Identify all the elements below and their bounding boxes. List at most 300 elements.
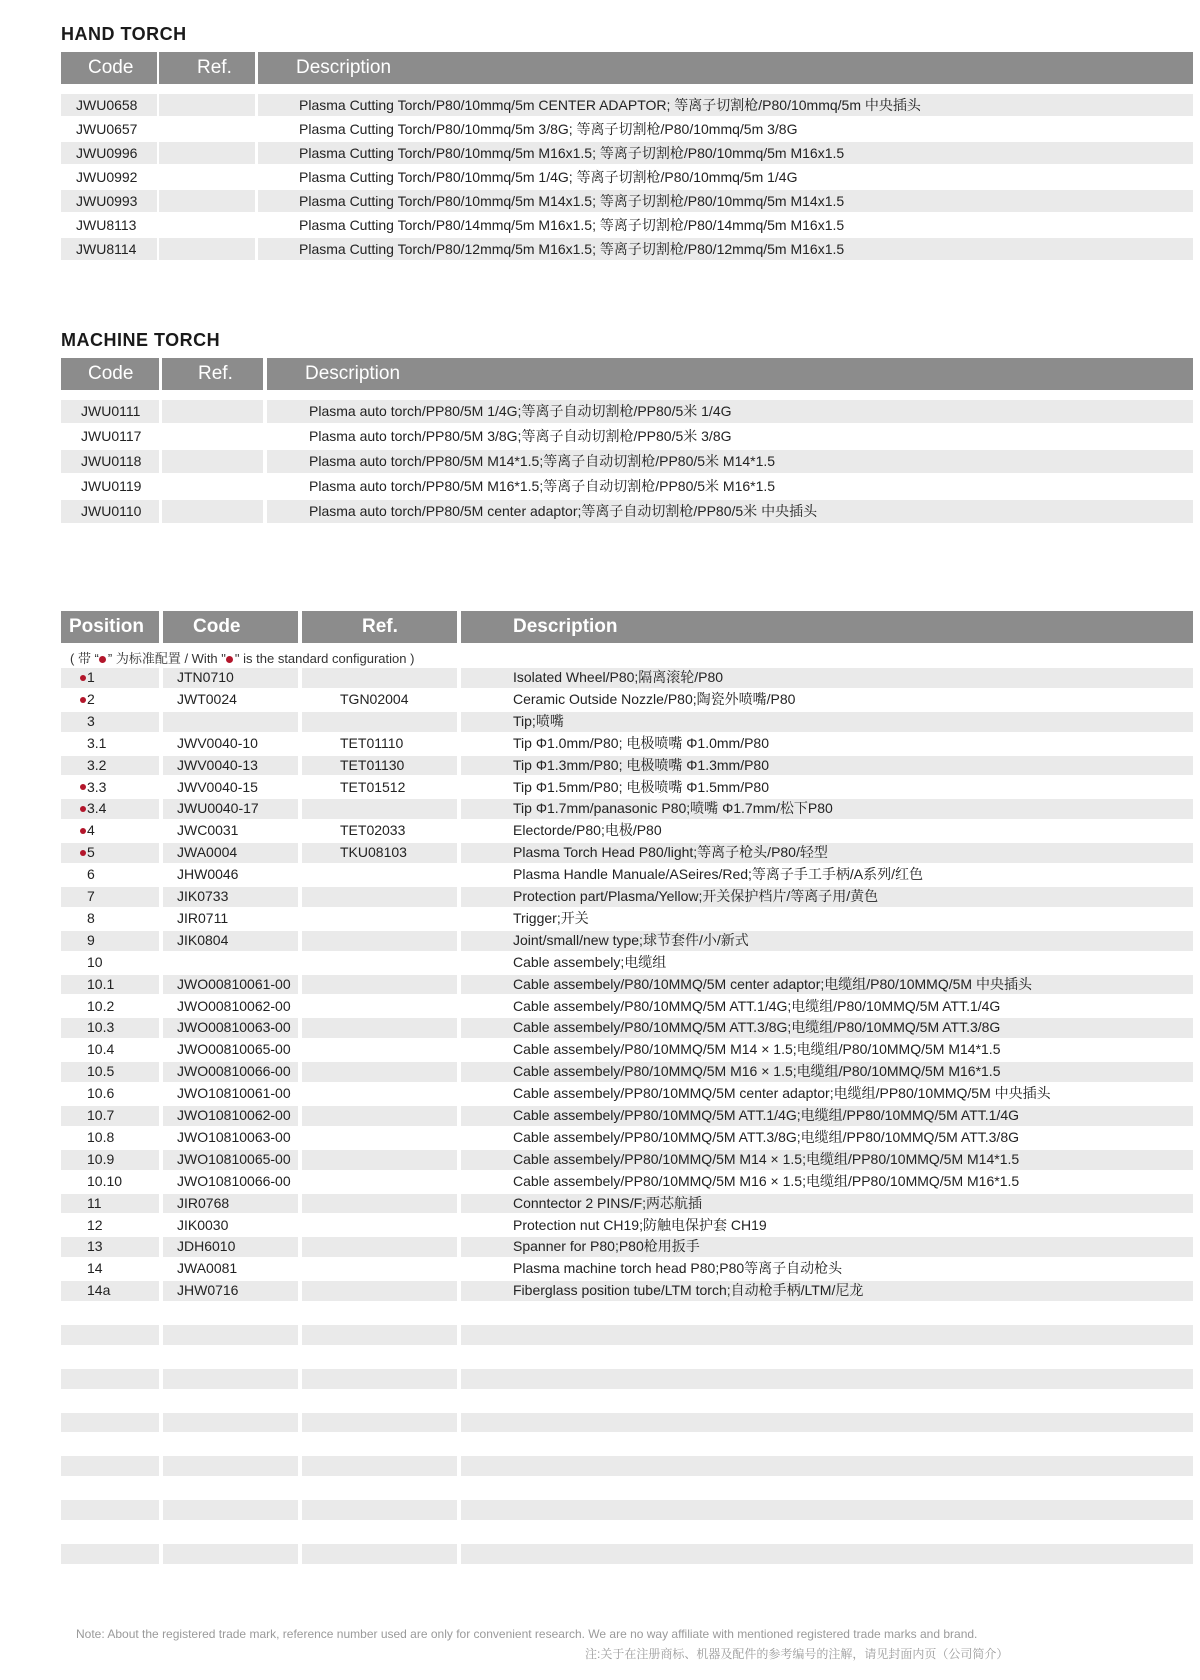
cell-description-text: Plasma machine torch head P80;P80等离子自动枪头 — [513, 1260, 843, 1277]
cell-description — [461, 953, 1193, 973]
cell-description-text: Electorde/P80;电极/P80 — [513, 822, 662, 839]
empty-cell — [61, 1456, 159, 1476]
cell-ref — [302, 734, 457, 754]
empty-cell — [163, 1522, 298, 1542]
cell-description-text: Plasma Cutting Torch/P80/10mmq/5m M16x1.5; 等离子切割枪/P80/10mmq/5m M16x1.5 — [299, 145, 845, 161]
cell-description — [461, 909, 1193, 929]
cell-code — [61, 94, 157, 116]
empty-cell — [302, 1456, 457, 1476]
cell-position-text: 12 — [87, 1216, 103, 1233]
empty-cell — [163, 1500, 298, 1520]
cell-code — [61, 214, 157, 236]
cell-description — [258, 190, 1193, 212]
cell-description — [258, 94, 1193, 116]
red-dot-icon — [226, 656, 233, 663]
cell-position-text: 13 — [87, 1238, 103, 1255]
empty-cell — [461, 1325, 1193, 1345]
empty-cell — [163, 1478, 298, 1498]
cell-description-text: Cable assembely/PP80/10MMQ/5M ATT.3/8G;电缆组/PP80/10MMQ/5M ATT.3/8G — [513, 1128, 1019, 1145]
machine-torch-header — [61, 358, 1193, 390]
table-row — [61, 1062, 1193, 1084]
table-row — [61, 1544, 1193, 1566]
cell-ref — [302, 799, 457, 819]
cell-ref — [159, 238, 255, 260]
table-row — [61, 190, 1193, 214]
header-position: Position — [61, 611, 159, 643]
cell-position-text: 3 — [87, 712, 95, 729]
cell-description-text: Conntector 2 PINS/F;两芯航插 — [513, 1194, 703, 1211]
cell-code-text: JWU0657 — [76, 121, 138, 137]
cell-code-text: JWO00810066-00 — [177, 1063, 291, 1080]
cell-position-text: 10.2 — [87, 997, 115, 1014]
cell-code-text: JTN0710 — [177, 669, 234, 685]
cell-description-text: Plasma Cutting Torch/P80/10mmq/5m CENTER ADAPTOR; 等离子切割枪/P80/10mmq/5m 中央插头 — [299, 97, 921, 113]
cell-position-text: 5 — [87, 844, 95, 861]
table-row — [61, 756, 1193, 778]
cell-ref — [302, 1040, 457, 1060]
cell-code-text: JHW0716 — [177, 1282, 239, 1299]
cell-ref — [302, 887, 457, 907]
empty-cell — [461, 1456, 1193, 1476]
hand-torch-header — [61, 52, 1193, 84]
cell-position-text: 14a — [87, 1282, 111, 1299]
cell-ref — [302, 931, 457, 951]
cell-code — [163, 1281, 298, 1301]
cell-code-text: JWU0658 — [76, 97, 138, 113]
cell-description — [461, 734, 1193, 754]
cell-ref — [302, 1172, 457, 1192]
table-row — [61, 909, 1193, 931]
table-row — [61, 166, 1193, 190]
table-row — [61, 1084, 1193, 1106]
empty-cell — [163, 1325, 298, 1345]
empty-cell — [61, 1325, 159, 1345]
cell-ref — [302, 953, 457, 973]
cell-code-text: JWU0117 — [81, 428, 142, 444]
cell-position-text: 10.4 — [87, 1041, 115, 1058]
cell-description-text: Tip Φ1.5mm/P80; 电极喷嘴 Φ1.5mm/P80 — [513, 778, 769, 795]
cell-position-text: 4 — [87, 822, 95, 839]
cell-code-text: JWC0031 — [177, 822, 239, 839]
header-code: Code — [61, 52, 157, 84]
cell-description — [267, 500, 1193, 523]
cell-code-text: JWO00810065-00 — [177, 1041, 291, 1058]
cell-position — [61, 1106, 159, 1126]
cell-ref — [302, 909, 457, 929]
cell-ref — [302, 1259, 457, 1279]
cell-position — [61, 1194, 159, 1214]
cell-position-text: 7 — [87, 888, 95, 904]
cell-ref — [302, 1062, 457, 1082]
cell-position — [61, 1128, 159, 1148]
cell-position-text: 9 — [87, 931, 95, 948]
cell-position — [61, 734, 159, 754]
cell-description — [267, 475, 1193, 498]
cell-position-text: 2 — [87, 690, 95, 707]
cell-position — [61, 997, 159, 1017]
cell-ref — [159, 214, 255, 236]
empty-cell — [302, 1347, 457, 1367]
cell-description-text: Isolated Wheel/P80;隔离滚轮/P80 — [513, 669, 724, 685]
cell-code-text: JWU0996 — [76, 145, 138, 161]
table-row — [61, 712, 1193, 734]
parts-header — [61, 611, 1193, 643]
cell-description-text: Cable assembely/P80/10MMQ/5M center adaptor;电缆组/P80/10MMQ/5M 中央插头 — [513, 975, 1032, 992]
empty-cell — [461, 1522, 1193, 1542]
cell-position — [61, 1172, 159, 1192]
cell-position — [61, 821, 159, 841]
cell-position-text: 10.10 — [87, 1172, 123, 1189]
cell-position — [61, 1018, 159, 1038]
cell-position — [61, 799, 159, 819]
empty-cell — [302, 1303, 457, 1323]
cell-description — [461, 668, 1193, 688]
empty-cell — [163, 1391, 298, 1411]
cell-code — [61, 142, 157, 164]
cell-code — [163, 1259, 298, 1279]
cell-code — [163, 668, 298, 688]
cell-description-text: Cable assembely/P80/10MMQ/5M ATT.1/4G;电缆组/P80/10MMQ/5M ATT.1/4G — [513, 997, 1001, 1014]
empty-cell — [61, 1500, 159, 1520]
cell-code-text: JWU0119 — [81, 478, 142, 494]
hand-torch-title: HAND TORCH — [61, 24, 187, 44]
header-description: Description — [267, 358, 1193, 390]
cell-code-text: JWO00810063-00 — [177, 1019, 291, 1036]
table-row — [61, 94, 1193, 118]
cell-code — [163, 1237, 298, 1257]
cell-description-text: Ceramic Outside Nozzle/P80;陶瓷外喷嘴/P80 — [513, 690, 796, 707]
empty-cell — [61, 1347, 159, 1367]
cell-code-text: JWV0040-13 — [177, 756, 258, 773]
table-row — [61, 1522, 1193, 1544]
table-row — [61, 1237, 1193, 1259]
cell-ref — [302, 1106, 457, 1126]
cell-ref — [162, 400, 263, 423]
cell-ref — [162, 500, 263, 523]
cell-position — [61, 843, 159, 863]
cell-code-text: JWO10810061-00 — [177, 1085, 291, 1102]
empty-cell — [61, 1391, 159, 1411]
cell-description — [267, 425, 1193, 448]
cell-code — [163, 887, 298, 907]
cell-description-text: Tip;喷嘴 — [513, 712, 564, 729]
cell-description — [461, 821, 1193, 841]
cell-description-text: Cable assembely/PP80/10MMQ/5M ATT.1/4G;电缆组/PP80/10MMQ/5M ATT.1/4G — [513, 1107, 1019, 1123]
cell-ref — [302, 865, 457, 885]
cell-position-text: 3.4 — [87, 800, 107, 817]
cell-code — [163, 712, 298, 732]
cell-code-text: JWU0118 — [81, 453, 142, 469]
empty-cell — [61, 1369, 159, 1389]
cell-code — [163, 756, 298, 776]
cell-code-text: JWO10810062-00 — [177, 1107, 291, 1123]
cell-code — [61, 166, 157, 188]
standard-dot-icon — [80, 806, 86, 812]
standard-dot-icon — [80, 675, 86, 681]
header-description: Description — [258, 52, 1193, 84]
empty-cell — [163, 1435, 298, 1455]
empty-cell — [461, 1303, 1193, 1323]
cell-position-text: 14 — [87, 1260, 103, 1277]
cell-ref — [302, 756, 457, 776]
cell-code — [163, 1062, 298, 1082]
table-row — [61, 1172, 1193, 1194]
empty-cell — [302, 1391, 457, 1411]
cell-code — [163, 690, 298, 710]
machine-torch-rows — [61, 400, 1193, 525]
cell-ref — [302, 1194, 457, 1214]
table-row — [61, 865, 1193, 887]
cell-description — [461, 1237, 1193, 1257]
cell-ref — [302, 1150, 457, 1170]
cell-description-text: Protection nut CH19;防触电保护套 CH19 — [513, 1216, 767, 1233]
cell-description-text: Plasma auto torch/PP80/5M center adaptor;等离子自动切割枪/PP80/5米 中央插头 — [309, 503, 818, 519]
table-row — [61, 1194, 1193, 1216]
cell-code-text: JWO10810063-00 — [177, 1128, 291, 1145]
cell-code — [61, 118, 157, 140]
cell-description-text: Plasma auto torch/PP80/5M M16*1.5;等离子自动切割枪/PP80/5米 M16*1.5 — [309, 478, 776, 494]
table-row — [61, 1456, 1193, 1478]
table-row — [61, 118, 1193, 142]
cell-code — [163, 997, 298, 1017]
table-row — [61, 1478, 1193, 1500]
footer-note-cn: 注:关于在注册商标、机器及配件的参考编号的注解，请见封面内页（公司简介） — [585, 1647, 1009, 1661]
cell-description-text: Plasma Cutting Torch/P80/10mmq/5m 3/8G; 等离子切割枪/P80/10mmq/5m 3/8G — [299, 121, 798, 137]
cell-code-text: JWO10810065-00 — [177, 1150, 291, 1167]
cell-description — [461, 1194, 1193, 1214]
cell-position — [61, 756, 159, 776]
table-row — [61, 734, 1193, 756]
table-row — [61, 843, 1193, 865]
table-row — [61, 1259, 1193, 1281]
cell-position — [61, 1150, 159, 1170]
machine-torch-title: MACHINE TORCH — [61, 330, 221, 350]
empty-cell — [302, 1522, 457, 1542]
cell-position — [61, 931, 159, 951]
cell-code-text: JWU0110 — [81, 503, 142, 519]
cell-ref — [302, 1084, 457, 1104]
cell-description — [258, 142, 1193, 164]
standard-dot-icon — [80, 697, 86, 703]
cell-ref — [302, 668, 457, 688]
cell-code — [163, 1194, 298, 1214]
cell-code — [163, 1150, 298, 1170]
cell-description-text: Cable assembely;电缆组 — [513, 953, 667, 970]
cell-code-text: JWO00810062-00 — [177, 997, 291, 1014]
cell-position — [61, 1040, 159, 1060]
cell-position — [61, 690, 159, 710]
cell-ref-text: TET01130 — [340, 756, 405, 773]
cell-code-text: JIK0733 — [177, 888, 229, 904]
cell-description — [461, 778, 1193, 798]
cell-position-text: 10 — [87, 953, 103, 970]
table-row — [61, 500, 1193, 525]
cell-description — [461, 887, 1193, 907]
cell-position — [61, 668, 159, 688]
table-row — [61, 1018, 1193, 1040]
cell-description — [461, 1040, 1193, 1060]
cell-code — [163, 843, 298, 863]
table-row — [61, 142, 1193, 166]
table-row — [61, 799, 1193, 821]
cell-ref — [302, 1216, 457, 1236]
cell-code — [163, 931, 298, 951]
empty-cell — [461, 1478, 1193, 1498]
cell-description — [461, 712, 1193, 732]
table-row — [61, 1040, 1193, 1062]
cell-description — [461, 1259, 1193, 1279]
header-ref: Ref. — [302, 611, 457, 643]
cell-position — [61, 865, 159, 885]
cell-ref — [159, 166, 255, 188]
cell-code — [61, 475, 159, 498]
standard-dot-icon — [80, 784, 86, 790]
cell-position-text: 10.7 — [87, 1107, 115, 1123]
cell-code-text: JDH6010 — [177, 1238, 236, 1255]
cell-description — [258, 166, 1193, 188]
cell-code — [163, 1128, 298, 1148]
cell-description — [461, 931, 1193, 951]
hand-torch-rows — [61, 94, 1193, 262]
cell-description-text: Plasma Handle Manuale/ASeires/Red;等离子手工手柄/A系列/红色 — [513, 866, 924, 883]
cell-description — [258, 214, 1193, 236]
cell-description-text: Tip Φ1.7mm/panasonic P80;喷嘴 Φ1.7mm/松下P80 — [513, 800, 833, 817]
table-row — [61, 1150, 1193, 1172]
cell-ref — [302, 843, 457, 863]
cell-description-text: Plasma Torch Head P80/light;等离子枪头/P80/轻型 — [513, 844, 828, 861]
cell-description-text: Plasma Cutting Torch/P80/10mmq/5m 1/4G; 等离子切割枪/P80/10mmq/5m 1/4G — [299, 169, 798, 185]
table-row — [61, 450, 1193, 475]
table-row — [61, 1347, 1193, 1369]
cell-position-text: 1 — [87, 669, 95, 685]
empty-cell — [163, 1347, 298, 1367]
cell-description — [461, 1128, 1193, 1148]
cell-description-text: Cable assembely/PP80/10MMQ/5M center adaptor;电缆组/PP80/10MMQ/5M 中央插头 — [513, 1085, 1051, 1102]
cell-code — [163, 1084, 298, 1104]
cell-description — [461, 975, 1193, 995]
cell-ref-text: TET01512 — [340, 778, 406, 795]
cell-description-text: Cable assembely/PP80/10MMQ/5M M14 × 1.5;电缆组/PP80/10MMQ/5M M14*1.5 — [513, 1150, 1020, 1167]
cell-description-text: Trigger;开关 — [513, 909, 589, 926]
cell-position-text: 3.2 — [87, 756, 107, 773]
empty-cell — [461, 1413, 1193, 1433]
table-row — [61, 1281, 1193, 1303]
cell-code-text: JWU0040-17 — [177, 800, 259, 817]
table-row — [61, 1369, 1193, 1391]
cell-code-text: JWO00810061-00 — [177, 975, 291, 992]
cell-code — [163, 1106, 298, 1126]
cell-ref-text: TET02033 — [340, 822, 406, 839]
cell-code-text: JWU8113 — [76, 217, 137, 233]
cell-description-text: Cable assembely/PP80/10MMQ/5M M16 × 1.5;电缆组/PP80/10MMQ/5M M16*1.5 — [513, 1172, 1020, 1189]
cell-code-text: JWU0111 — [81, 403, 141, 419]
cell-description — [461, 1150, 1193, 1170]
table-row — [61, 997, 1193, 1019]
cell-position — [61, 1062, 159, 1082]
cell-ref — [302, 975, 457, 995]
table-row — [61, 1500, 1193, 1522]
empty-cell — [163, 1456, 298, 1476]
cell-ref — [162, 450, 263, 473]
cell-position-text: 10.9 — [87, 1150, 115, 1167]
cell-ref — [159, 142, 255, 164]
cell-description-text: Protection part/Plasma/Yellow;开关保护档片/等离子用/黄色 — [513, 888, 879, 904]
empty-cell — [61, 1478, 159, 1498]
cell-position — [61, 1216, 159, 1236]
empty-cell — [163, 1413, 298, 1433]
cell-description-text: Cable assembely/P80/10MMQ/5M ATT.3/8G;电缆组/P80/10MMQ/5M ATT.3/8G — [513, 1019, 1001, 1036]
cell-description — [461, 1018, 1193, 1038]
table-row — [61, 1391, 1193, 1413]
table-row — [61, 887, 1193, 909]
cell-code — [163, 734, 298, 754]
table-row — [61, 778, 1193, 800]
cell-code-text: JWO10810066-00 — [177, 1172, 291, 1189]
empty-cell — [461, 1544, 1193, 1564]
table-row — [61, 238, 1193, 262]
empty-cell — [302, 1413, 457, 1433]
cell-position-text: 6 — [87, 866, 95, 883]
header-ref: Ref. — [162, 358, 263, 390]
cell-description-text: Plasma auto torch/PP80/5M 1/4G;等离子自动切割枪/PP80/5米 1/4G — [309, 403, 732, 419]
cell-code — [61, 425, 159, 448]
standard-dot-icon — [80, 850, 86, 856]
empty-cell — [461, 1500, 1193, 1520]
cell-description-text: Tip Φ1.0mm/P80; 电极喷嘴 Φ1.0mm/P80 — [513, 734, 769, 751]
cell-ref — [162, 475, 263, 498]
cell-description-text: Plasma Cutting Torch/P80/10mmq/5m M14x1.5; 等离子切割枪/P80/10mmq/5m M14x1.5 — [299, 193, 845, 209]
cell-code — [163, 1172, 298, 1192]
cell-position-text: 3.3 — [87, 778, 107, 795]
cell-position — [61, 953, 159, 973]
cell-position — [61, 909, 159, 929]
table-row — [61, 1413, 1193, 1435]
cell-position-text: 10.5 — [87, 1063, 115, 1080]
cell-code — [163, 1040, 298, 1060]
cell-description — [461, 843, 1193, 863]
empty-cell — [461, 1435, 1193, 1455]
cell-position-text: 10.8 — [87, 1128, 115, 1145]
header-code: Code — [163, 611, 298, 643]
cell-ref — [302, 1128, 457, 1148]
cell-code — [61, 450, 159, 473]
cell-code — [61, 190, 157, 212]
cell-description-text: Plasma Cutting Torch/P80/14mmq/5m M16x1.5; 等离子切割枪/P80/14mmq/5m M16x1.5 — [299, 217, 845, 233]
cell-position — [61, 1084, 159, 1104]
cell-ref — [159, 118, 255, 140]
empty-cell — [163, 1303, 298, 1323]
cell-code-text: JWU0993 — [76, 193, 138, 209]
cell-code-text: JWU8114 — [76, 241, 137, 257]
header-description: Description — [461, 611, 1193, 643]
empty-cell — [61, 1522, 159, 1542]
table-row — [61, 953, 1193, 975]
cell-description-text: Cable assembely/P80/10MMQ/5M M16 × 1.5;电缆组/P80/10MMQ/5M M16*1.5 — [513, 1063, 1001, 1080]
cell-ref-text: TGN02004 — [340, 690, 409, 707]
cell-position — [61, 778, 159, 798]
cell-code — [163, 799, 298, 819]
empty-cell — [461, 1391, 1193, 1411]
cell-ref — [159, 94, 255, 116]
cell-description — [461, 756, 1193, 776]
cell-ref-text: TKU08103 — [340, 844, 407, 861]
cell-description — [461, 1084, 1193, 1104]
table-row — [61, 821, 1193, 843]
cell-position-text: 8 — [87, 909, 95, 926]
cell-code — [163, 909, 298, 929]
standard-config-note: ( 带 “ ” 为标准配置 / With " " is the standard configuration ) — [70, 651, 415, 666]
cell-code-text: JWA0004 — [177, 844, 238, 861]
